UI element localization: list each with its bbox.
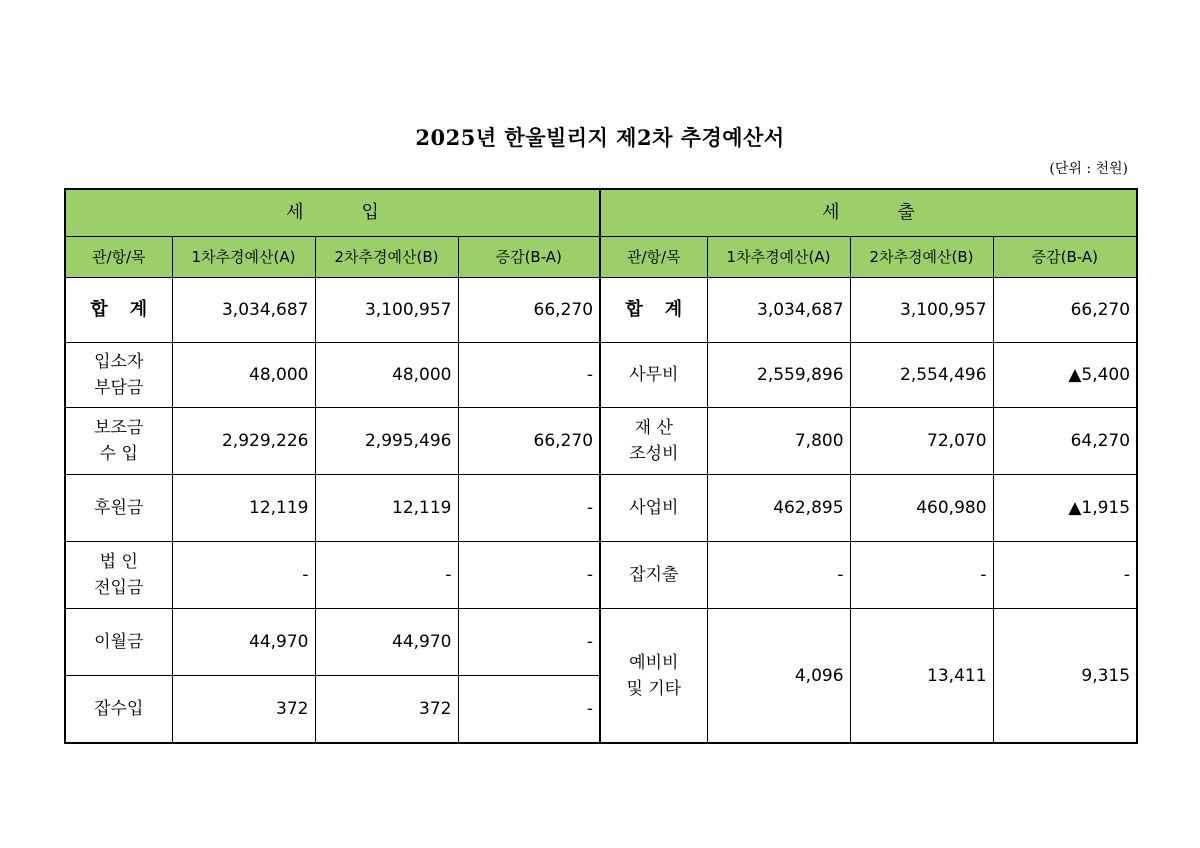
expense-section-char-1: 세 [822,202,840,223]
column-header-row [65,237,1137,278]
expense-total-diff: 66,270 [993,278,1137,343]
expense-label-1: 사무비 [600,343,707,408]
budget-table [64,188,1138,744]
income-total-second: 3,100,957 [315,278,458,343]
expense-value: 7,800 [707,408,850,475]
income-value: - [315,542,458,609]
expense-value: 460,980 [850,475,993,542]
page-title: 2025년 한울빌리지 제2차 추경예산서 [415,125,785,150]
income-value: 2,995,496 [315,408,458,475]
income-label-6: 잡수입 [65,676,172,744]
income-section-char-2: 입 [361,202,379,223]
income-section-char-1: 세 [286,202,304,223]
expense-value: 462,895 [707,475,850,542]
expense-total-first: 3,034,687 [707,278,850,343]
total-row [65,278,1137,343]
section-row [65,189,1137,237]
expense-value: 72,070 [850,408,993,475]
expense-value: 2,554,496 [850,343,993,408]
income-diff-header: 증감(B-A) [458,237,600,278]
expense-section-char-2: 출 [897,202,915,223]
expense-label-3: 사업비 [600,475,707,542]
income-value: - [458,609,600,676]
expense-total-second: 3,100,957 [850,278,993,343]
income-value: - [458,542,600,609]
expense-first-header: 1차추경예산(A) [707,237,850,278]
income-value: 44,970 [172,609,315,676]
expense-value: 2,559,896 [707,343,850,408]
income-label-1: 입소자 부담금 [65,343,172,408]
income-value: - [172,542,315,609]
table-row [65,408,1137,475]
income-value: 372 [172,676,315,744]
income-second-header: 2차추경예산(B) [315,237,458,278]
expense-value: - [850,542,993,609]
expense-value: 9,315 [993,609,1137,744]
expense-total-label: 합 계 [600,278,707,343]
expense-value: 64,270 [993,408,1137,475]
expense-value: 13,411 [850,609,993,744]
income-value: - [458,475,600,542]
income-label-2: 보조금 수 입 [65,408,172,475]
expense-value: ▲5,400 [993,343,1137,408]
table-row [65,609,1137,676]
expense-value: - [993,542,1137,609]
expense-label-5: 예비비 및 기타 [600,609,707,744]
table-row [65,475,1137,542]
expense-section-header [600,189,1137,237]
income-value: 2,929,226 [172,408,315,475]
income-value: 12,119 [315,475,458,542]
expense-value: ▲1,915 [993,475,1137,542]
income-value: 48,000 [315,343,458,408]
expense-category-header: 관/항/목 [600,237,707,278]
income-value: 372 [315,676,458,744]
unit-note: (단위 : 천원) [1049,161,1128,177]
income-first-header: 1차추경예산(A) [172,237,315,278]
income-value: - [458,343,600,408]
expense-value: 4,096 [707,609,850,744]
income-label-3: 후원금 [65,475,172,542]
income-total-first: 3,034,687 [172,278,315,343]
income-section-header [65,189,600,237]
income-label-5: 이월금 [65,609,172,676]
expense-value: - [707,542,850,609]
income-value: 12,119 [172,475,315,542]
income-value: 48,000 [172,343,315,408]
expense-label-2: 재 산 조성비 [600,408,707,475]
income-total-label: 합 계 [65,278,172,343]
income-value: 66,270 [458,408,600,475]
income-category-header: 관/항/목 [65,237,172,278]
income-value: 44,970 [315,609,458,676]
expense-second-header: 2차추경예산(B) [850,237,993,278]
table-row [65,343,1137,408]
expense-label-4: 잡지출 [600,542,707,609]
expense-diff-header: 증감(B-A) [993,237,1137,278]
income-value: - [458,676,600,744]
income-total-diff: 66,270 [458,278,600,343]
income-label-4: 법 인 전입금 [65,542,172,609]
table-row [65,542,1137,609]
